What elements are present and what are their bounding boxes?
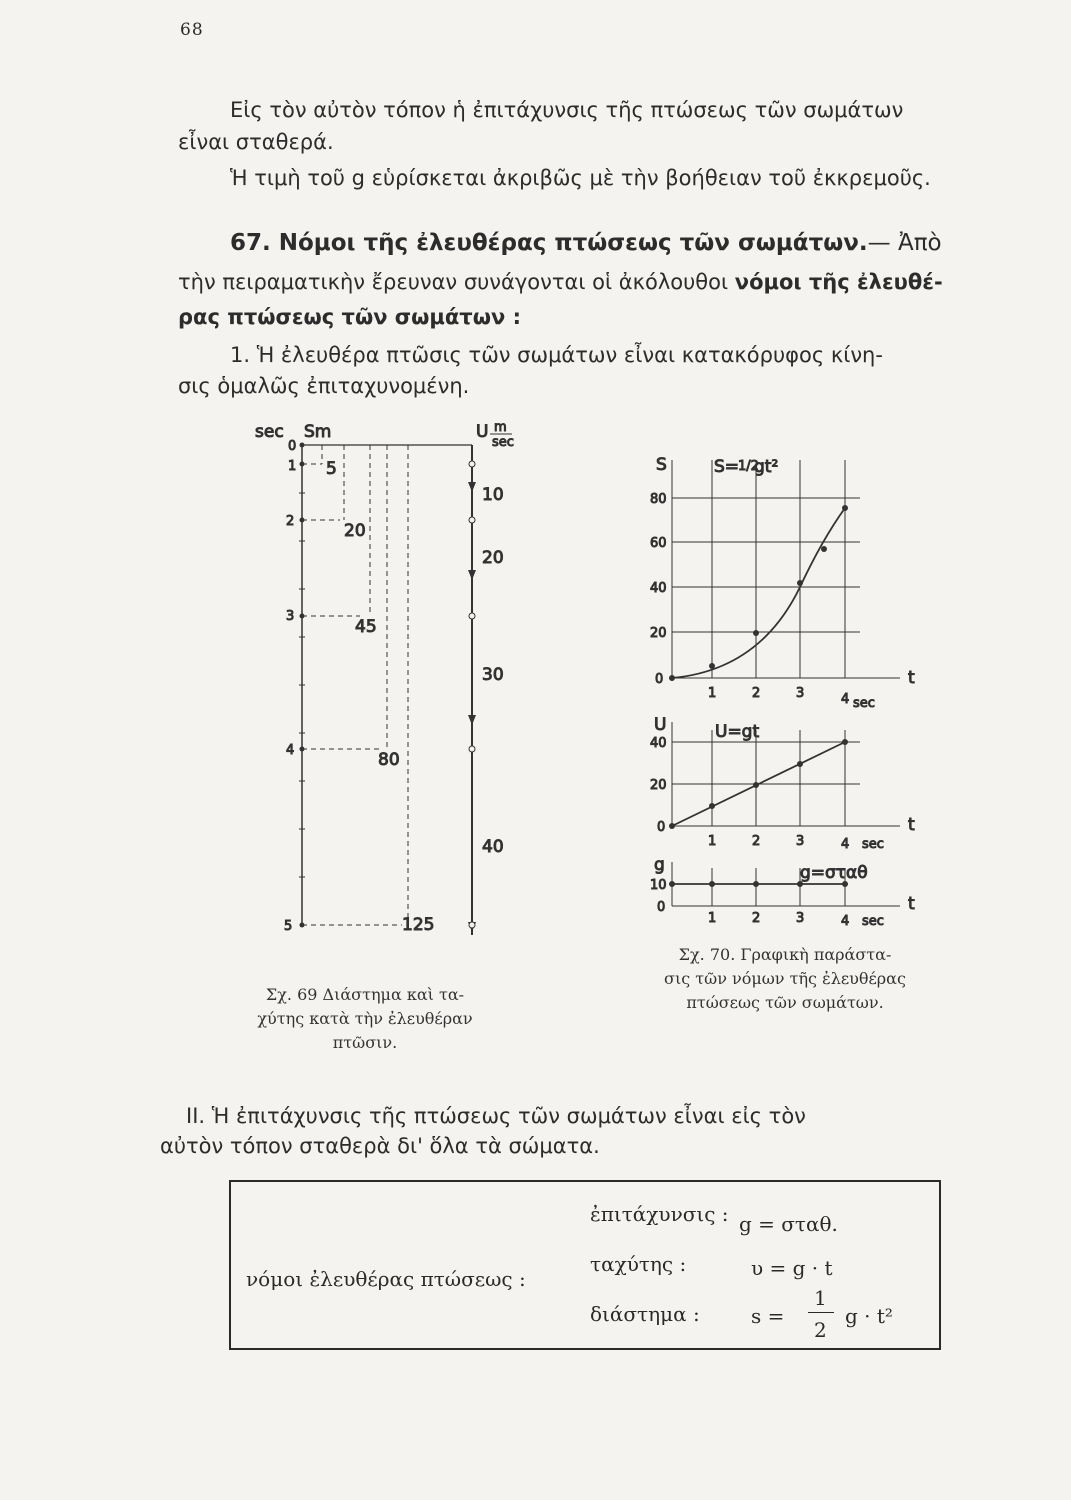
dist-fraction-bar <box>808 1312 834 1313</box>
fig69-label-u: U <box>476 422 489 442</box>
fig69-caption <box>240 983 490 1055</box>
fig70-s-t-label: t <box>908 668 915 688</box>
intro-line-1: Εἰς τὸν αὐτὸν τόπον ἡ ἐπιτάχυνσις τῆς πτώσεως τῶν σωμάτων <box>230 98 904 122</box>
fig69-dist-80: 80 <box>378 750 400 770</box>
fig70-s-sec: sec <box>853 696 875 711</box>
section-line-2-text: τὴν πειραματικὴν ἔρευναν συνάγονται οἱ ἀκόλουθοι <box>178 270 729 294</box>
fig70-g-t4: 4 <box>841 914 850 929</box>
fig70-u-t2: 2 <box>752 834 761 849</box>
fig70-g-sec: sec <box>862 914 884 929</box>
fig70-u-axis: U <box>654 715 667 735</box>
fig70-caption-line-2: σις τῶν νόμων τῆς ἐλευθέρας <box>664 969 906 988</box>
fig69-time-4: 4 <box>286 743 295 758</box>
fig69-vel-30: 30 <box>482 665 504 685</box>
fig69-unit-den: sec <box>492 435 514 450</box>
dist-den: 2 <box>814 1318 827 1342</box>
accel-formula: g = σταθ. <box>739 1212 838 1236</box>
fig70-u-t-label: t <box>908 815 915 835</box>
fig70-u-t4: 4 <box>841 837 850 852</box>
section-intro-a: — Ἀπὸ <box>867 230 942 256</box>
fig69-time-0: 0 <box>288 439 297 454</box>
fig70-g-tick-10: 10 <box>650 878 667 893</box>
fig70-g-t3: 3 <box>796 911 805 926</box>
fig70-s-t3: 3 <box>796 686 805 701</box>
fig70-s-formula-left: S= <box>714 457 740 477</box>
fig70-s-t1: 1 <box>708 686 717 701</box>
fig70-s-tick-60: 60 <box>650 536 667 551</box>
dist-rhs: g · t² <box>845 1304 893 1328</box>
fig69-time-1: 1 <box>288 459 297 474</box>
fig70-u-formula: U=gt <box>715 722 760 742</box>
section-line-2-bold: νόμοι τῆς ἐλευθέ- <box>734 270 943 294</box>
fig70-g-axis: g <box>654 855 665 875</box>
fig69-vel-40: 40 <box>482 837 504 857</box>
fig70-u-tick-20: 20 <box>650 778 667 793</box>
fig70-caption <box>620 943 950 1015</box>
fig69-unit-num: m <box>494 420 507 435</box>
fig70-g-t1: 1 <box>708 911 717 926</box>
fig69-time-2: 2 <box>286 514 295 529</box>
fig69-dist-5: 5 <box>326 459 337 479</box>
page-number: 68 <box>180 20 204 40</box>
fig70-g-tick-0: 0 <box>657 900 666 915</box>
fig69-label-sec: sec <box>255 422 284 442</box>
fig70-s-axis: S <box>656 455 667 475</box>
fig70-caption-line-3: πτώσεως τῶν σωμάτων. <box>686 993 884 1012</box>
fig70-drawing <box>650 455 915 929</box>
dist-label: διάστημα : <box>590 1302 700 1326</box>
fig70-u-tick-0: 0 <box>657 820 666 835</box>
fig69-caption-line-1: Σχ. 69 Διάστημα καὶ τα- <box>265 985 465 1004</box>
law-2-line-1: II. Ἡ ἐπιτάχυνσις τῆς πτώσεως τῶν σωμάτων εἶναι εἰς τὸν <box>186 1104 806 1128</box>
fig69-time-5: 5 <box>284 919 293 934</box>
fig69-time-3: 3 <box>286 609 295 624</box>
fig70-s-formula-frac: 1/2 <box>738 459 759 474</box>
dist-lhs: s = <box>751 1304 785 1328</box>
laws-box <box>229 1180 941 1350</box>
fig70-s-formula-right: gt² <box>754 457 779 477</box>
fig69-caption-line-3: πτῶσιν. <box>332 1033 398 1052</box>
law-1-line-1: 1. Ἡ ἐλευθέρα πτῶσις τῶν σωμάτων εἶναι κατακόρυφος κίνη- <box>230 343 883 367</box>
speed-formula: υ = g · t <box>751 1256 833 1280</box>
fig70-g-formula: g=σταθ <box>800 863 868 883</box>
fig70-s-tick-0: 0 <box>655 672 664 687</box>
fig69-vel-10: 10 <box>482 485 504 505</box>
law-2-line-2: αὐτὸν τόπον σταθερὰ δι' ὅλα τὰ σώματα. <box>160 1134 600 1158</box>
intro-line-3: Ἡ τιμὴ τοῦ g εὑρίσκεται ἀκριβῶς μὲ τὴν βοήθειαν τοῦ ἐκκρεμοῦς. <box>230 166 931 190</box>
fig70-s-t4: 4 <box>841 692 850 707</box>
fig69-vel-20: 20 <box>482 548 504 568</box>
dist-num: 1 <box>814 1286 827 1310</box>
fig70-u-sec: sec <box>862 837 884 852</box>
fig70-s-tick-20: 20 <box>650 626 667 641</box>
fig70-caption-line-1: Σχ. 70. Γραφικὴ παράστα- <box>678 945 892 964</box>
section-title: 67. Νόμοι τῆς ἐλευθέρας πτώσεως τῶν σωμάτων. <box>230 230 868 256</box>
section-line-3-bold: ρας πτώσεως τῶν σωμάτων : <box>178 305 521 329</box>
fig70-u-tick-40: 40 <box>650 736 667 751</box>
fig69-dist-45: 45 <box>355 617 377 637</box>
fig70-g-t2: 2 <box>752 911 761 926</box>
speed-label: ταχύτης : <box>590 1252 687 1276</box>
fig70-s-tick-40: 40 <box>650 581 667 596</box>
fig70-u-t3: 3 <box>796 834 805 849</box>
fig69-drawing <box>255 420 514 935</box>
fig69-caption-line-2: χύτης κατὰ τὴν ἐλευθέραν <box>257 1009 473 1028</box>
fig69-dist-20: 20 <box>344 521 366 541</box>
accel-label: ἐπιτάχυνσις : <box>590 1202 729 1226</box>
fig70-s-tick-80: 80 <box>650 492 667 507</box>
laws-box-title: νόμοι ἐλευθέρας πτώσεως : <box>246 1267 526 1291</box>
fig69-label-sm: Sm <box>304 422 332 442</box>
fig70-g-t-label: t <box>908 894 915 914</box>
fig70-s-t2: 2 <box>752 686 761 701</box>
law-1-line-2: σις ὁμαλῶς ἐπιταχυνομένη. <box>178 374 470 398</box>
fig70-u-t1: 1 <box>708 834 717 849</box>
intro-line-2: εἶναι σταθερά. <box>178 130 334 154</box>
fig69-dist-125: 125 <box>402 915 435 935</box>
